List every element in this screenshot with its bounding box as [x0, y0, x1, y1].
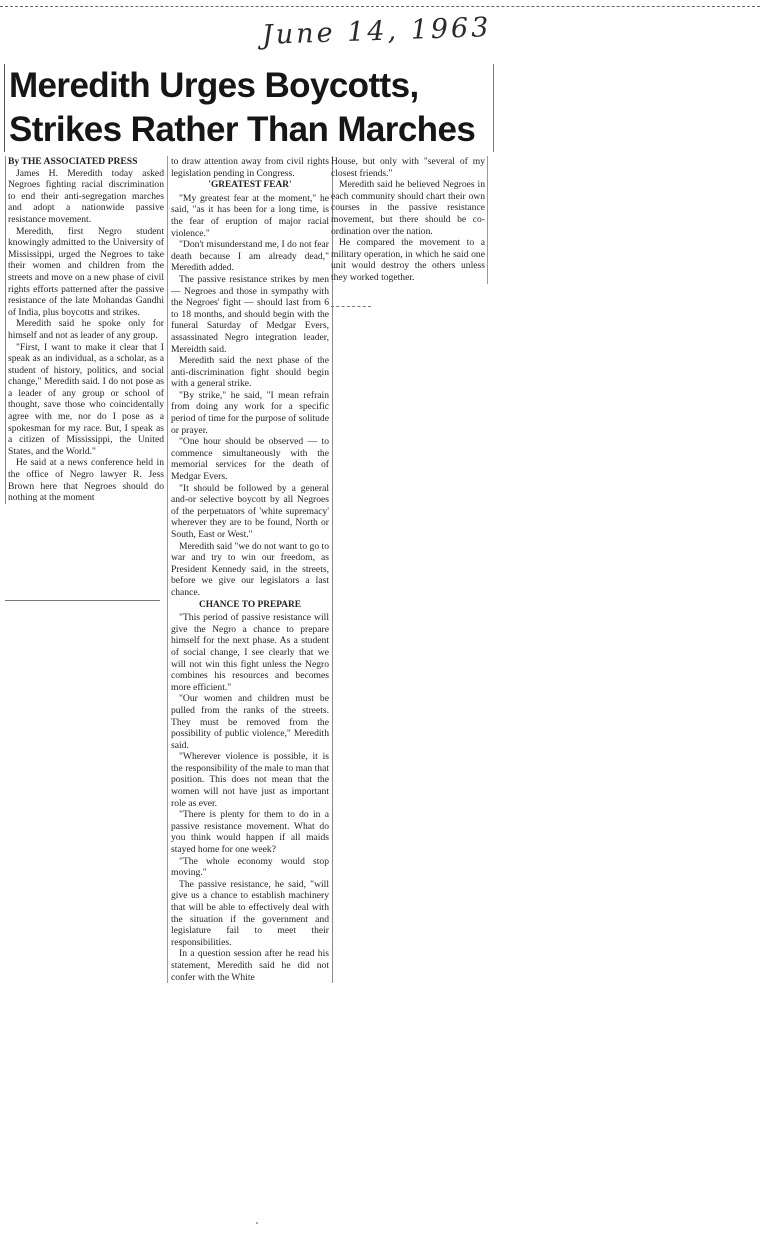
paragraph: He compared the movement to a military operation, in which he said one unit would destroy the others unless they worked together.: [331, 237, 485, 283]
headline-line-1: Meredith Urges Boycotts,: [9, 66, 419, 105]
paragraph: "By strike," he said, "I mean refrain from doing any work for a specific period of time for the purpose of solitude or prayer.: [171, 389, 329, 436]
paragraph: The passive resistance strikes by men — Negroes and those in sympathy with the Negroes' fight — should last from 6 to 18 months, and should begin with the funeral Saturday of Medgar Evers, assassinated Negro integration leader, Mereidth said.: [171, 273, 329, 355]
column-3: [331, 156, 488, 284]
headline-line-2: Strikes Rather Than Marches: [9, 110, 476, 149]
paragraph: House, but only with "several of my closest friends.": [331, 156, 485, 179]
paragraph: "One hour should be observed — to commence simultaneously with the memorial services for the death of Medgar Evers.: [171, 436, 329, 483]
cut-line: [0, 6, 760, 7]
paragraph: to draw attention away from civil rights legislation pending in Congress.: [171, 156, 329, 179]
paragraph: "My greatest fear at the moment," he said, "as it has been for a long time, is the fear of eruption of major racial violence.": [171, 192, 329, 239]
column-1: [5, 156, 164, 504]
paragraph: Meredith said he believed Negroes in each community should chart their own courses in the passive resistance movement, but there should be co-ordination over the nation.: [331, 179, 485, 237]
paragraph: "Our women and children must be pulled from the ranks of the streets. They must be removed from the possibility of public violence," Meredith said.: [171, 693, 329, 751]
paragraph: "It should be followed by a general and-or selective boycott by all Negroes of the perpetuators of 'white supremacy' wherever they are to be found, North or South, East or West.": [171, 482, 329, 540]
paragraph: "Wherever violence is possible, it is the responsibility of the male to man that position. This does not mean that the women will not have just as important role as ever.: [171, 751, 329, 809]
paragraph: "The whole economy would stop moving.": [171, 855, 329, 879]
paragraph: "There is plenty for them to do in a passive resistance movement. What do you think would happen if all maids stayed home for one week?: [171, 809, 329, 856]
speck: [256, 1222, 258, 1224]
paragraph: "This period of passive resistance will give the Negro a chance to prepare himself for the next phase. As a student of social change, I see clearly that we will not win this fight unless the Negro combines his resources and becomes more efficient.": [171, 612, 329, 693]
paragraph: Meredith, first Negro student knowingly admitted to the University of Mississippi, urged the Negroes to take their women and children from the streets and move on a new phase of civil rights efforts patterned after the passive resistance of the late Mohandas Gandhi of India, plus boycotts and strikes.: [8, 225, 164, 318]
paragraph: In a question session after he read his statement, Meredith said he did not confer with the White: [171, 948, 329, 983]
paragraph: James H. Meredith today asked Negroes fighting racial discrimination to end their anti-segregation marches and adopt a nationwide passive resistance movement.: [8, 167, 164, 225]
column-2: [167, 156, 333, 983]
byline: By THE ASSOCIATED PRESS: [8, 156, 138, 167]
column-rule: [5, 600, 160, 601]
paragraph: The passive resistance, he said, "will give us a chance to establish machinery that will be able to effectively deal with the situation if the government and legislature fail to meet their responsibilities.: [171, 878, 329, 948]
paragraph: Meredith said "we do not want to go to war and try to win our freedom, as President Kennedy said, in the streets, before we give our legislators a last chance.: [171, 540, 329, 598]
paragraph: He said at a news conference held in the office of Negro lawyer R. Jess Brown here that Negroes should do nothing at the moment: [8, 457, 164, 504]
paragraph: Meredith said the next phase of the anti-discrimination fight should begin with a general strike.: [171, 355, 329, 390]
subhead-greatest-fear: 'GREATEST FEAR': [208, 180, 292, 191]
handwritten-date: June 14, 1963: [261, 12, 492, 51]
end-rule: [331, 306, 371, 307]
headline: [4, 64, 494, 152]
paragraph: "First, I want to make it clear that I speak as an individual, as a scholar, as a student of history, politics, and social change," Meredith said. I do not pose as a leader of any group or school of thought, save those who coincidentally agree with me, nor do I pose as a spokesman for my race. But, I speak as a citizen of Mississippi, the United States, and the World.": [8, 341, 164, 457]
paragraph: "Don't misunderstand me, I do not fear death because I am already dead," Meredith added.: [171, 239, 329, 274]
paragraph: Meredith said he spoke only for himself and not as leader of any group.: [8, 318, 164, 341]
subhead-chance-to-prepare: CHANCE TO PREPARE: [198, 599, 302, 610]
